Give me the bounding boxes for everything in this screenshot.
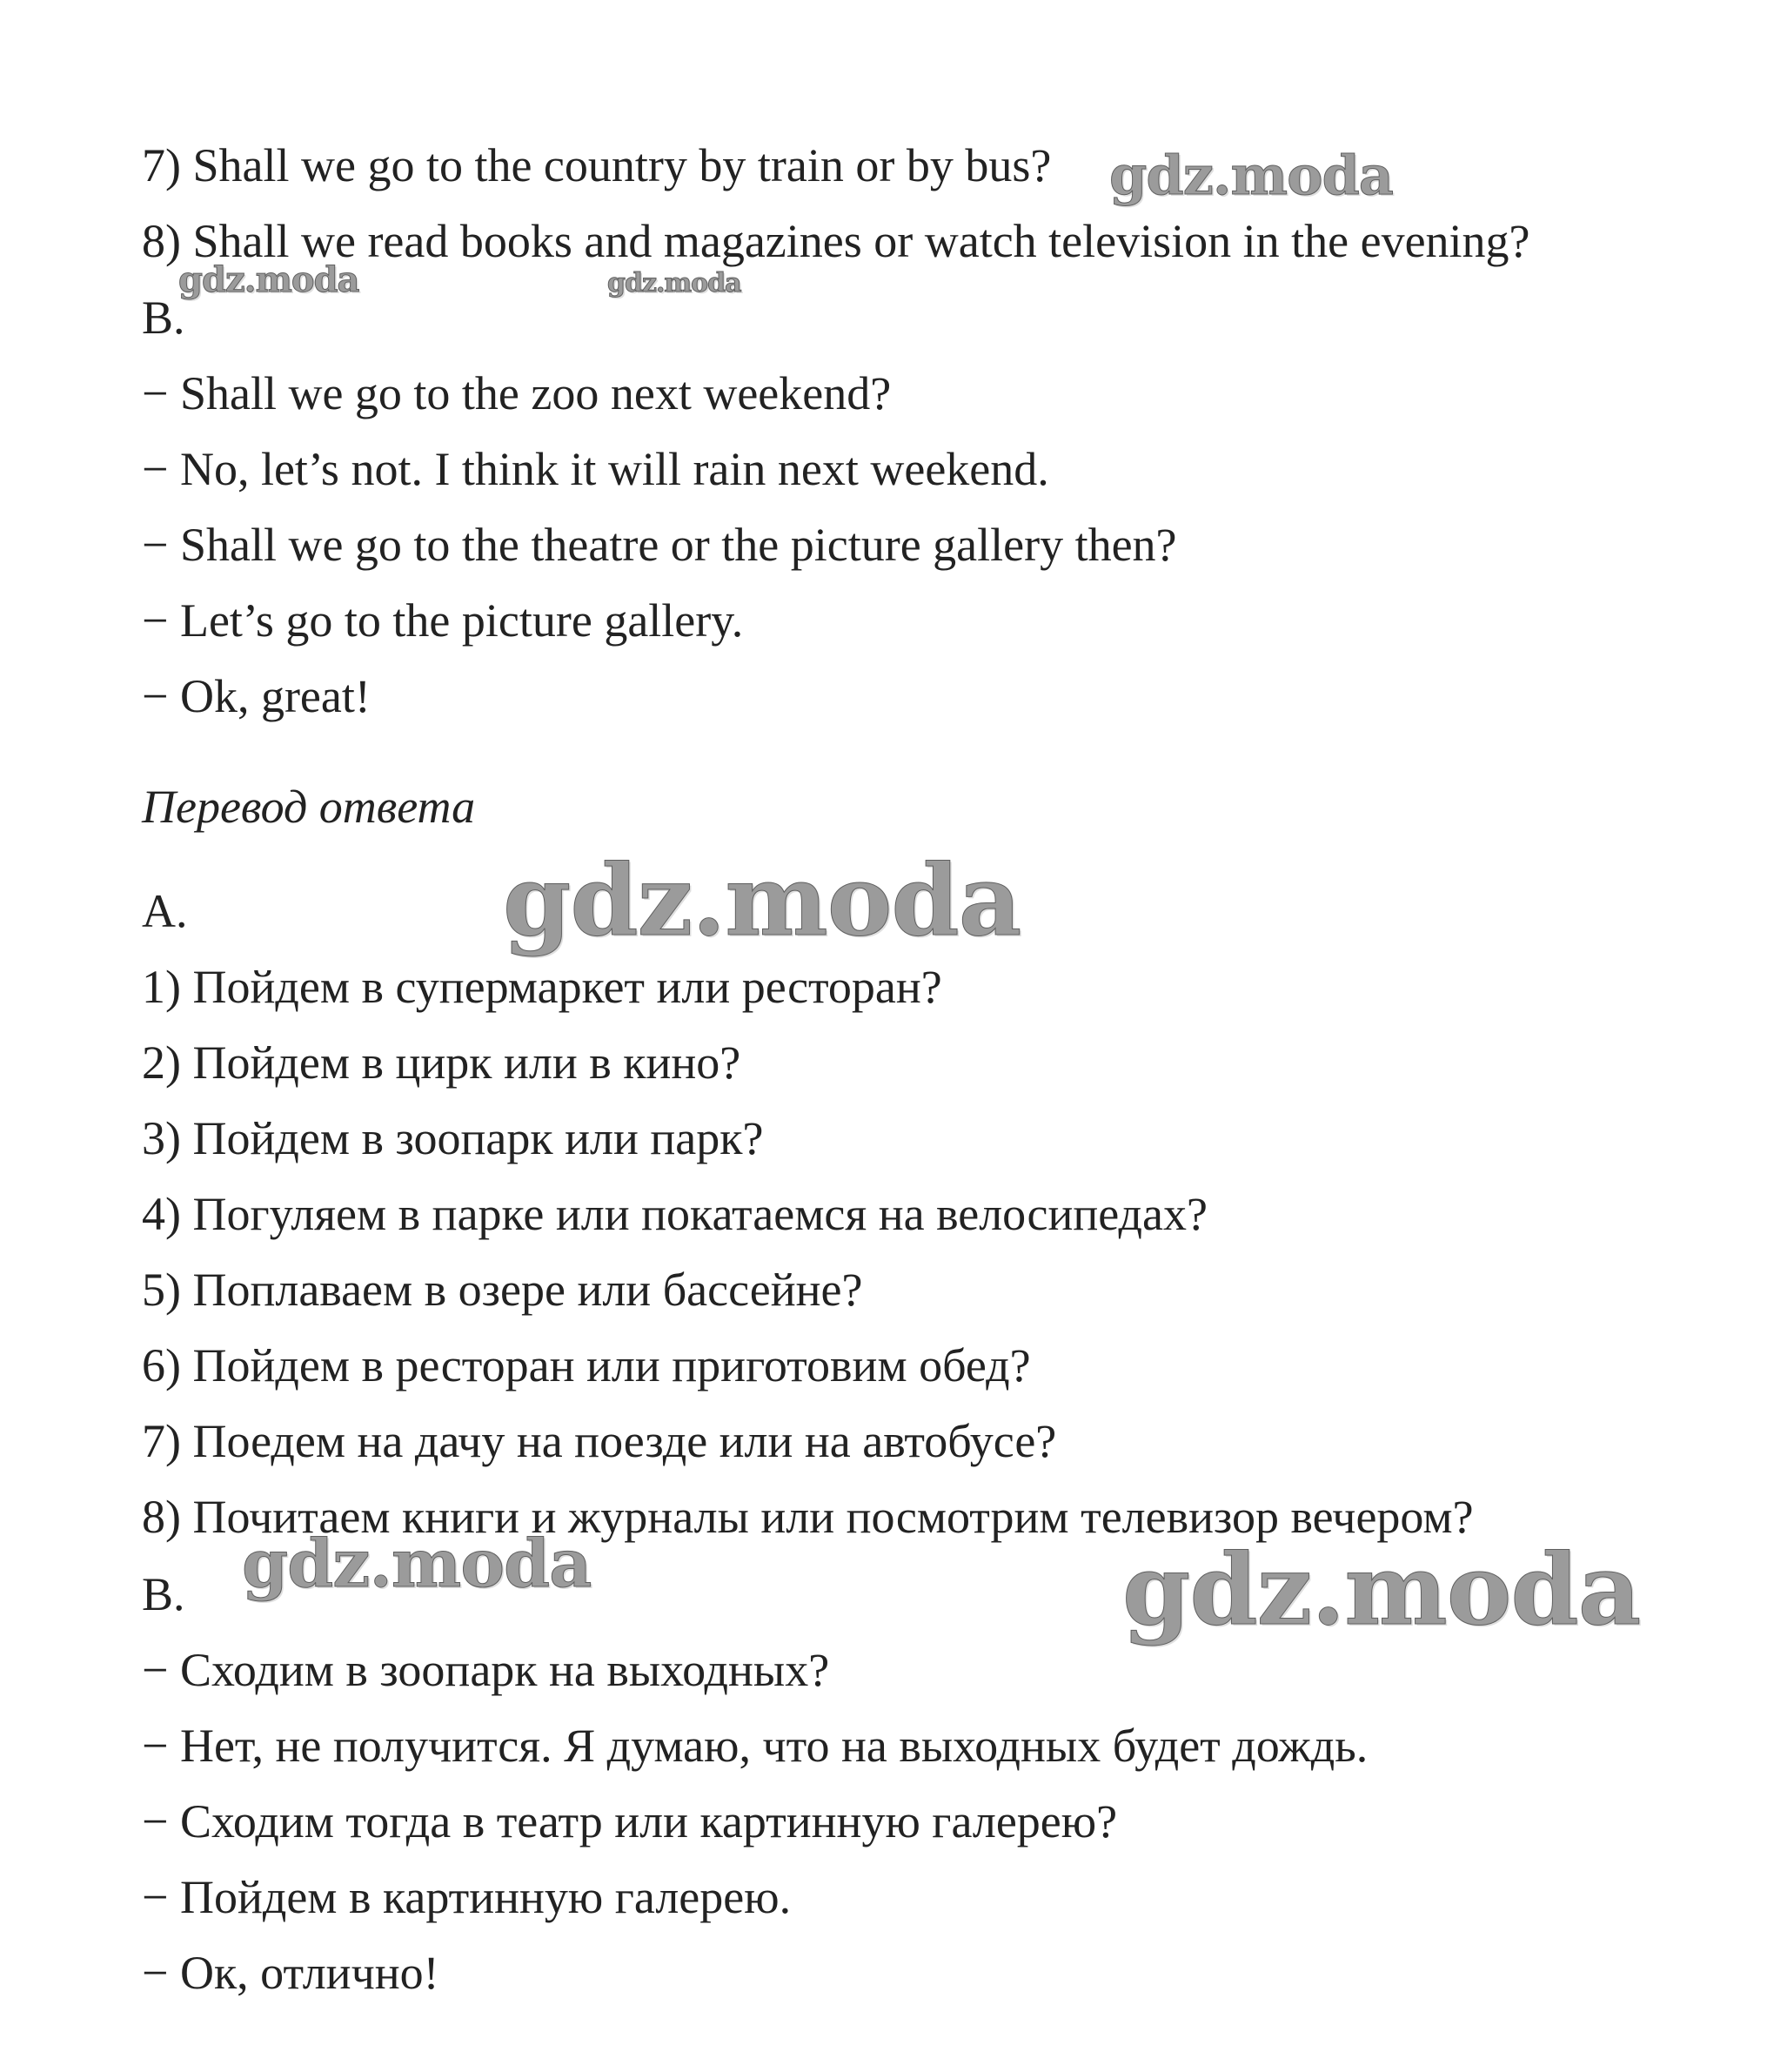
russian-item-5: 5) Поплаваем в озере или бассейне? xyxy=(142,1264,863,1316)
english-b-label: B. xyxy=(142,292,185,344)
russian-dialogue-line-2: − Нет, не получится. Я думаю, что на выходных будет дождь. xyxy=(142,1720,1369,1772)
russian-item-2: 2) Пойдем в цирк или в кино? xyxy=(142,1036,741,1089)
russian-item-7: 7) Поедем на дачу на поезде или на автобусе? xyxy=(142,1415,1057,1467)
translation-heading: Перевод ответа xyxy=(142,781,476,833)
watermark: gdz.moda xyxy=(1109,144,1393,207)
russian-dialogue-line-3: − Сходим тогда в театр или картинную галерею? xyxy=(142,1795,1118,1847)
russian-dialogue-line-5: − Ок, отлично! xyxy=(142,1947,439,1999)
watermark: gdz.moda xyxy=(1122,1533,1641,1647)
russian-b-label: B. xyxy=(142,1568,185,1620)
watermark: gdz.moda xyxy=(607,268,741,298)
english-item-8: 8) Shall we read books and magazines or watch television in the evening? xyxy=(142,215,1530,267)
english-dialogue-line-5: − Ok, great! xyxy=(142,670,371,722)
russian-dialogue-line-1: − Сходим в зоопарк на выходных? xyxy=(142,1644,830,1696)
english-dialogue-line-1: − Shall we go to the zoo next weekend? xyxy=(142,367,892,419)
russian-item-1: 1) Пойдем в супермаркет или ресторан? xyxy=(142,961,942,1013)
english-dialogue-line-2: − No, let’s not. I think it will rain next weekend. xyxy=(142,443,1049,495)
russian-item-6: 6) Пойдем в ресторан или приготовим обед? xyxy=(142,1339,1031,1391)
watermark: gdz.moda xyxy=(242,1525,592,1602)
russian-item-8: 8) Почитаем книги и журналы или посмотрим телевизор вечером? xyxy=(142,1491,1474,1543)
russian-item-4: 4) Погуляем в парке или покатаемся на велосипедах? xyxy=(142,1188,1208,1240)
english-item-7: 7) Shall we go to the country by train or by bus? xyxy=(142,139,1052,191)
watermark: gdz.moda xyxy=(178,259,359,300)
english-dialogue-line-4: − Let’s go to the picture gallery. xyxy=(142,594,744,647)
russian-dialogue-line-4: − Пойдем в картинную галерею. xyxy=(142,1871,792,1923)
russian-a-label: A. xyxy=(142,885,188,937)
english-dialogue-line-3: − Shall we go to the theatre or the picture gallery then? xyxy=(142,519,1177,571)
watermark: gdz.moda xyxy=(503,844,1021,958)
russian-item-3: 3) Пойдем в зоопарк или парк? xyxy=(142,1112,764,1164)
